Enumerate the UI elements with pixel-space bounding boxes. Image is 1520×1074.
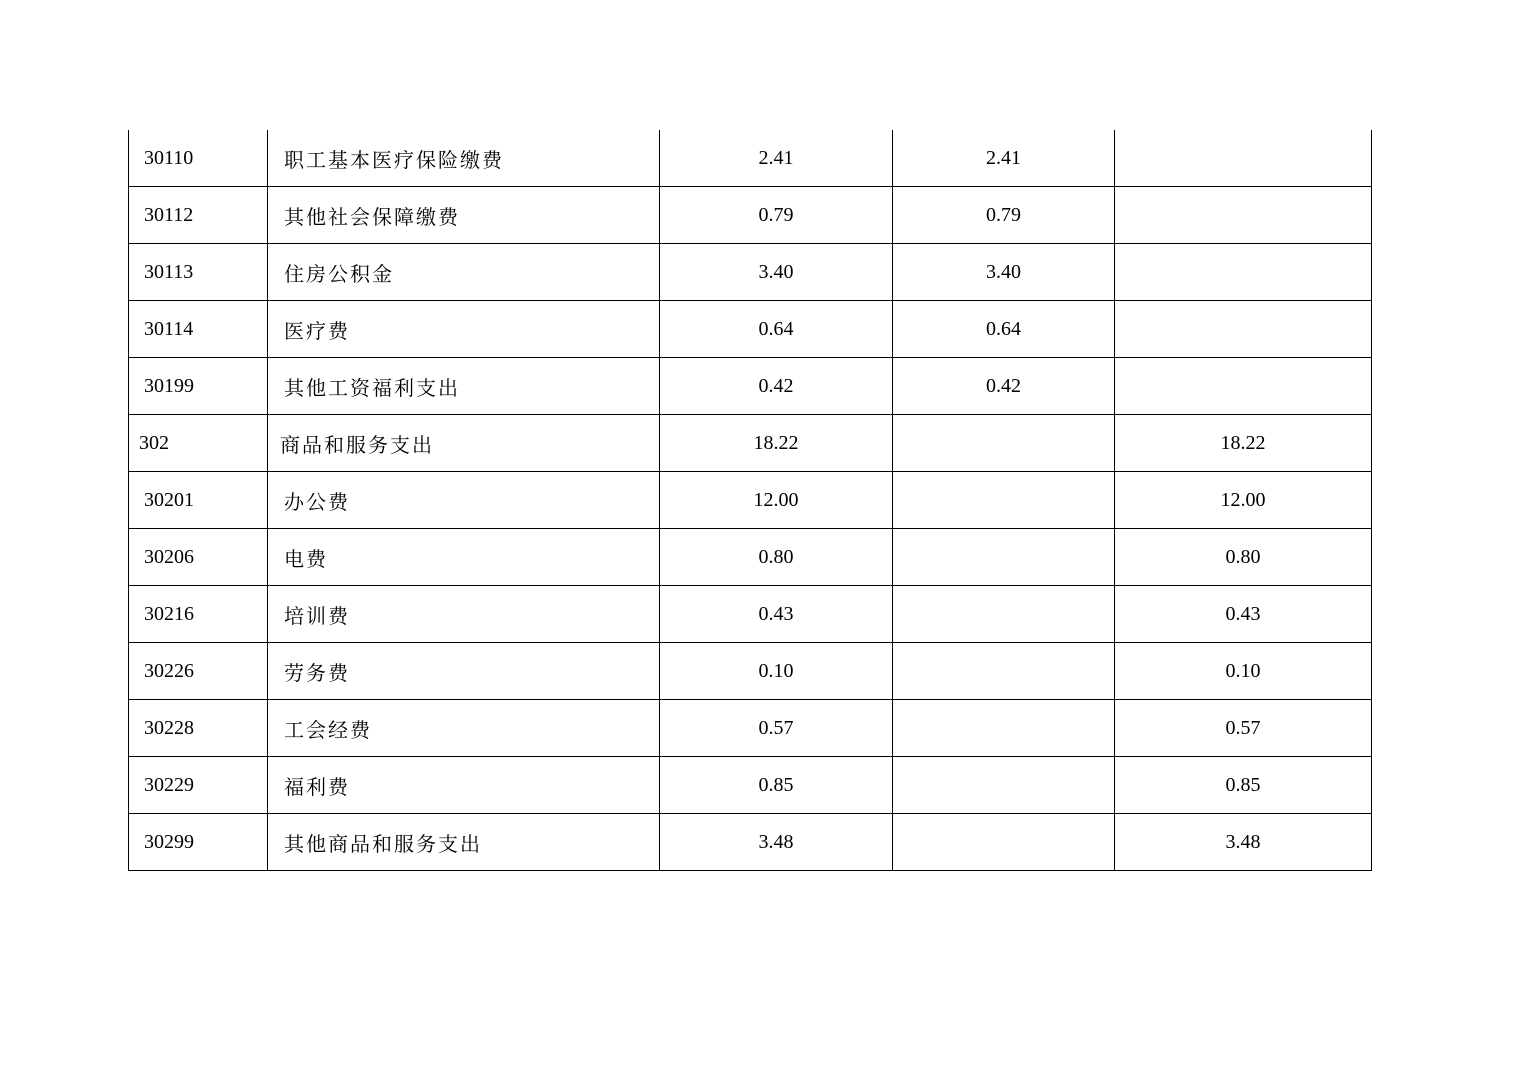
- table-row: [129, 814, 1372, 871]
- row-total: 0.10: [660, 643, 893, 700]
- row-basic: [893, 472, 1115, 529]
- row-name: 劳务费: [268, 643, 660, 700]
- row-code: 30201: [129, 472, 268, 529]
- row-project: [1115, 244, 1372, 301]
- table-row-category: [129, 415, 1372, 472]
- table-row: [129, 358, 1372, 415]
- table-row: [129, 529, 1372, 586]
- row-total: 3.48: [660, 814, 893, 871]
- row-basic: [893, 529, 1115, 586]
- row-project: 0.57: [1115, 700, 1372, 757]
- table-row: [129, 643, 1372, 700]
- row-total: 0.43: [660, 586, 893, 643]
- table-row: [129, 130, 1372, 187]
- row-project: [1115, 187, 1372, 244]
- table-row: [129, 586, 1372, 643]
- row-name: 福利费: [268, 757, 660, 814]
- row-total: 3.40: [660, 244, 893, 301]
- row-basic: [893, 700, 1115, 757]
- row-project: 18.22: [1115, 415, 1372, 472]
- table-row: [129, 244, 1372, 301]
- row-code: 30299: [129, 814, 268, 871]
- row-project: 0.43: [1115, 586, 1372, 643]
- row-code: 30110: [129, 130, 268, 187]
- row-project: [1115, 130, 1372, 187]
- row-project: 0.85: [1115, 757, 1372, 814]
- row-basic: [893, 415, 1115, 472]
- table-row: [129, 757, 1372, 814]
- row-total: 0.80: [660, 529, 893, 586]
- row-total: 2.41: [660, 130, 893, 187]
- table-row: [129, 187, 1372, 244]
- row-code: 30114: [129, 301, 268, 358]
- row-project: 3.48: [1115, 814, 1372, 871]
- row-project: 12.00: [1115, 472, 1372, 529]
- row-code: 30216: [129, 586, 268, 643]
- row-code: 30113: [129, 244, 268, 301]
- row-code: 30228: [129, 700, 268, 757]
- table-row: [129, 700, 1372, 757]
- row-name: 办公费: [268, 472, 660, 529]
- row-code: 30199: [129, 358, 268, 415]
- row-project: 0.10: [1115, 643, 1372, 700]
- row-code: 30226: [129, 643, 268, 700]
- row-basic: [893, 814, 1115, 871]
- row-name: 其他商品和服务支出: [268, 814, 660, 871]
- row-total: 0.57: [660, 700, 893, 757]
- row-basic: 0.64: [893, 301, 1115, 358]
- row-name: 其他工资福利支出: [268, 358, 660, 415]
- row-basic: 3.40: [893, 244, 1115, 301]
- row-total: 0.85: [660, 757, 893, 814]
- row-project: [1115, 358, 1372, 415]
- row-name: 住房公积金: [268, 244, 660, 301]
- row-basic: [893, 643, 1115, 700]
- row-total: 0.42: [660, 358, 893, 415]
- row-basic: [893, 757, 1115, 814]
- row-project: 0.80: [1115, 529, 1372, 586]
- row-basic: [893, 586, 1115, 643]
- row-basic: 2.41: [893, 130, 1115, 187]
- row-code: 30206: [129, 529, 268, 586]
- budget-expenditure-table: [128, 130, 1372, 871]
- row-name: 商品和服务支出: [268, 415, 660, 472]
- row-name: 其他社会保障缴费: [268, 187, 660, 244]
- row-code: 302: [129, 415, 268, 472]
- table-row: [129, 301, 1372, 358]
- row-project: [1115, 301, 1372, 358]
- row-total: 18.22: [660, 415, 893, 472]
- row-total: 0.79: [660, 187, 893, 244]
- table-row: [129, 472, 1372, 529]
- row-name: 电费: [268, 529, 660, 586]
- row-name: 工会经费: [268, 700, 660, 757]
- row-name: 医疗费: [268, 301, 660, 358]
- row-code: 30229: [129, 757, 268, 814]
- row-basic: 0.42: [893, 358, 1115, 415]
- row-code: 30112: [129, 187, 268, 244]
- row-name: 职工基本医疗保险缴费: [268, 130, 660, 187]
- row-name: 培训费: [268, 586, 660, 643]
- row-basic: 0.79: [893, 187, 1115, 244]
- row-total: 0.64: [660, 301, 893, 358]
- row-total: 12.00: [660, 472, 893, 529]
